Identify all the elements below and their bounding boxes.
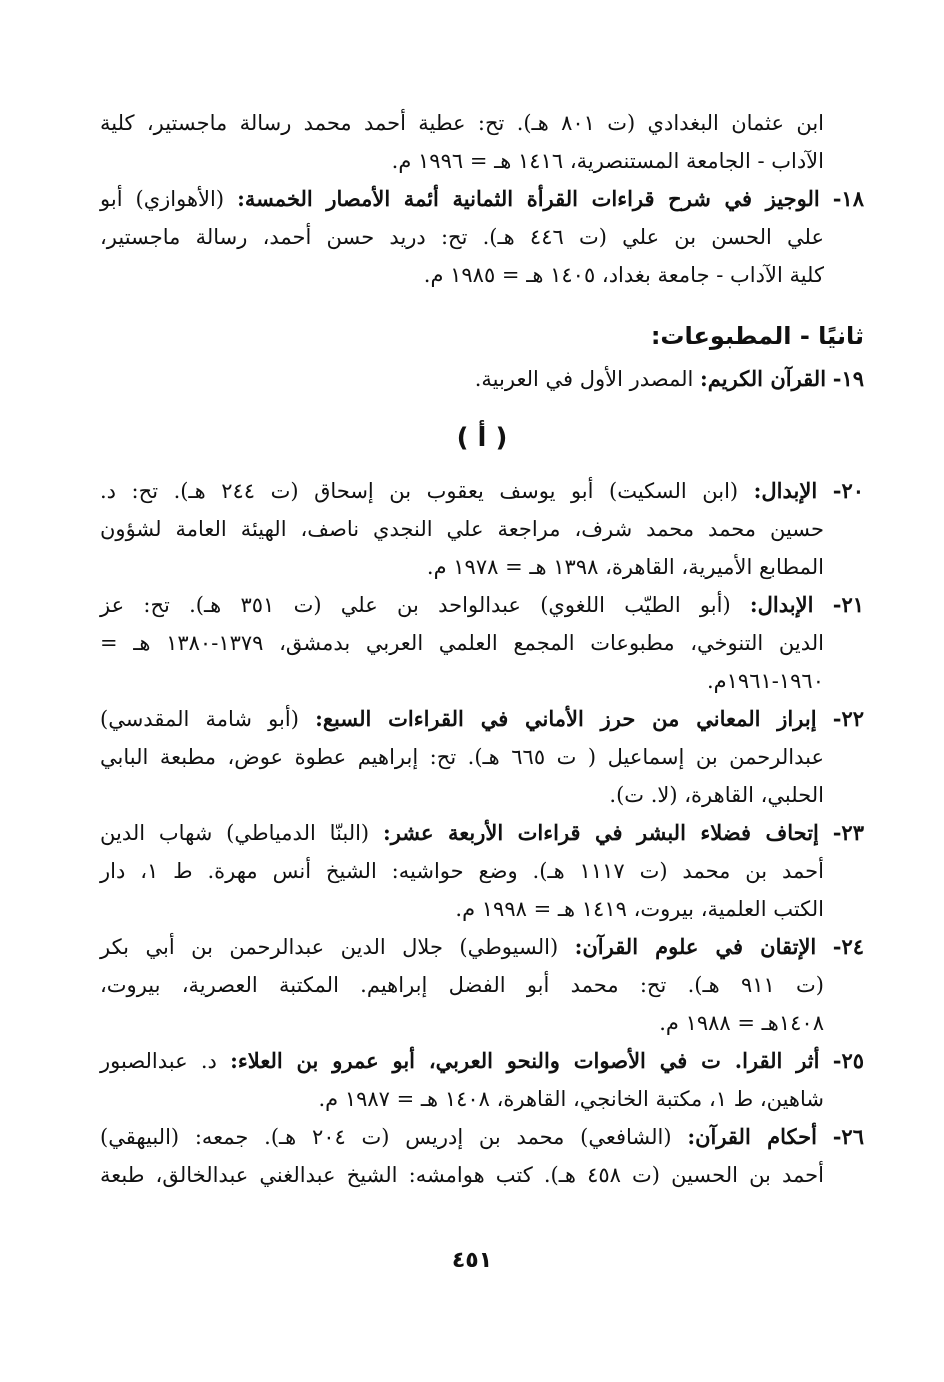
entry-24-first-line xyxy=(100,928,864,966)
entry-number: ٢١- xyxy=(832,592,864,617)
text-line: أحمد بن الحسين (ت ٤٥٨ هـ). كتب هوامشه: الشيخ عبدالغني عبدالخالق، طبعة xyxy=(100,1163,824,1187)
entry-title: الإبدال: xyxy=(753,478,818,503)
text-line: علي الحسن بن علي (ت ٤٤٦ هـ). تح: دريد حسن أحمد، رسالة ماجستير، xyxy=(100,225,824,249)
text-line: عبدالرحمن بن إسماعيل ( ت ٦٦٥ هـ). تح: إبراهيم عطوة عوض، مطبعة البابي xyxy=(100,745,824,769)
entry-21-first-line xyxy=(100,586,864,624)
entry-text: (الأهوازي) أبو xyxy=(100,187,225,211)
text-line: الحلبي، القاهرة، (لا. ت). xyxy=(609,783,824,807)
entry-26-first-line xyxy=(100,1118,864,1156)
text-line: أحمد بن محمد (ت ١١١٧ هـ). وضع حواشيه: الشيخ أنس مهرة. ط ١، دار xyxy=(100,859,824,883)
entry-text: (البنّا الدمياطي) شهاب الدين xyxy=(100,821,370,845)
entry-22-first-line xyxy=(100,700,864,738)
page-body xyxy=(100,104,864,1194)
entry-number: ٢٤- xyxy=(832,934,864,959)
entry-text: (أبو شامة المقدسي) xyxy=(100,707,299,731)
entry-number: ١٨- xyxy=(832,186,864,211)
entry-text: (السيوطي) جلال الدين عبدالرحمن بن أبي بكر xyxy=(100,935,559,959)
text-line: (ت ٩١١ هـ). تح: محمد أبو الفضل إبراهيم. المكتبة العصرية، بيروت، xyxy=(100,973,825,997)
entry-title: أحكام القرآن: xyxy=(687,1124,817,1149)
text-line: ١٤٠٨هـ = ١٩٨٨ م. xyxy=(659,1011,824,1035)
entry-number: ٢٥- xyxy=(832,1048,864,1073)
entry-text: (أبو الطيّب اللغوي) عبدالواحد بن علي (ت ٣٥١ هـ). تح: عز xyxy=(100,593,731,617)
entry-title: الوجيز في شرح قراءات القرأة الثمانية أئمة الأمصار الخمسة: xyxy=(237,186,820,211)
entry-number: ٢٠- xyxy=(832,478,864,503)
letter-heading: ( أ ) xyxy=(456,423,508,453)
text-line: الآداب - الجامعة المستنصرية، ١٤١٦ هـ = ١٩٩٦ م. xyxy=(391,149,824,173)
text-line: ابن عثمان البغدادي (ت ٨٠١ هـ). تح: عطية أحمد محمد رسالة ماجستير، كلية xyxy=(100,111,824,135)
entry-number: ٢٣- xyxy=(832,820,864,845)
entry-19-line xyxy=(100,360,864,398)
entry-25-first-line xyxy=(100,1042,864,1080)
entry-18-first-line xyxy=(100,180,864,218)
entry-title: الإتقان في علوم القرآن: xyxy=(574,934,817,959)
page-number: ٤٥١ xyxy=(451,1248,493,1273)
text-line: ١٩٦٠-١٩٦١م. xyxy=(706,669,824,693)
entry-title: إتحاف فضلاء البشر في قراءات الأربعة عشر: xyxy=(382,820,819,845)
text-line: الدين التنوخي، مطبوعات المجمع العلمي العربي بدمشق، ١٣٧٩-١٣٨٠ هـ = xyxy=(100,631,824,655)
entry-text: د. عبدالصبور xyxy=(100,1049,217,1073)
text-line: كلية الآداب - جامعة بغداد، ١٤٠٥ هـ = ١٩٨٥ م. xyxy=(423,263,824,287)
entry-number: ٢٢- xyxy=(832,706,864,731)
entry-number: ٢٦- xyxy=(832,1124,864,1149)
entry-text: (الشافعي) محمد بن إدريس (ت ٢٠٤ هـ). جمعه: (البيهقي) xyxy=(100,1125,672,1149)
text-line: الكتب العلمية، بيروت، ١٤١٩ هـ = ١٩٩٨ م. xyxy=(455,897,824,921)
entry-title: إبراز المعاني من حرز الأماني في القراءات السبع: xyxy=(315,706,817,731)
entry-20-first-line xyxy=(100,472,864,510)
entry-number: ١٩- xyxy=(832,366,864,391)
entry-title: أثر القرا. ت في الأصوات والنحو العربي، أبو عمرو بن العلاء: xyxy=(230,1048,820,1073)
entry-text: (ابن السكيت) أبو يوسف يعقوب بن إسحاق (ت ٢٤٤ هـ). تح: د. xyxy=(100,479,739,503)
text-line: شاهين، ط ١، مكتبة الخانجي، القاهرة، ١٤٠٨ هـ = ١٩٨٧ م. xyxy=(318,1087,824,1111)
entry-title: القرآن الكريم: xyxy=(700,366,827,391)
entry-23-first-line xyxy=(100,814,864,852)
entry-text: المصدر الأول في العربية. xyxy=(474,367,694,391)
section-title: ثانيًا - المطبوعات: xyxy=(650,322,864,350)
text-line: حسين محمد محمد شرف، مراجعة علي النجدي ناصف، الهيئة العامة لشؤون xyxy=(100,517,824,541)
text-line: المطابع الأميرية، القاهرة، ١٣٩٨ هـ = ١٩٧٨ م. xyxy=(426,555,824,579)
entry-title: الإبدال: xyxy=(749,592,814,617)
